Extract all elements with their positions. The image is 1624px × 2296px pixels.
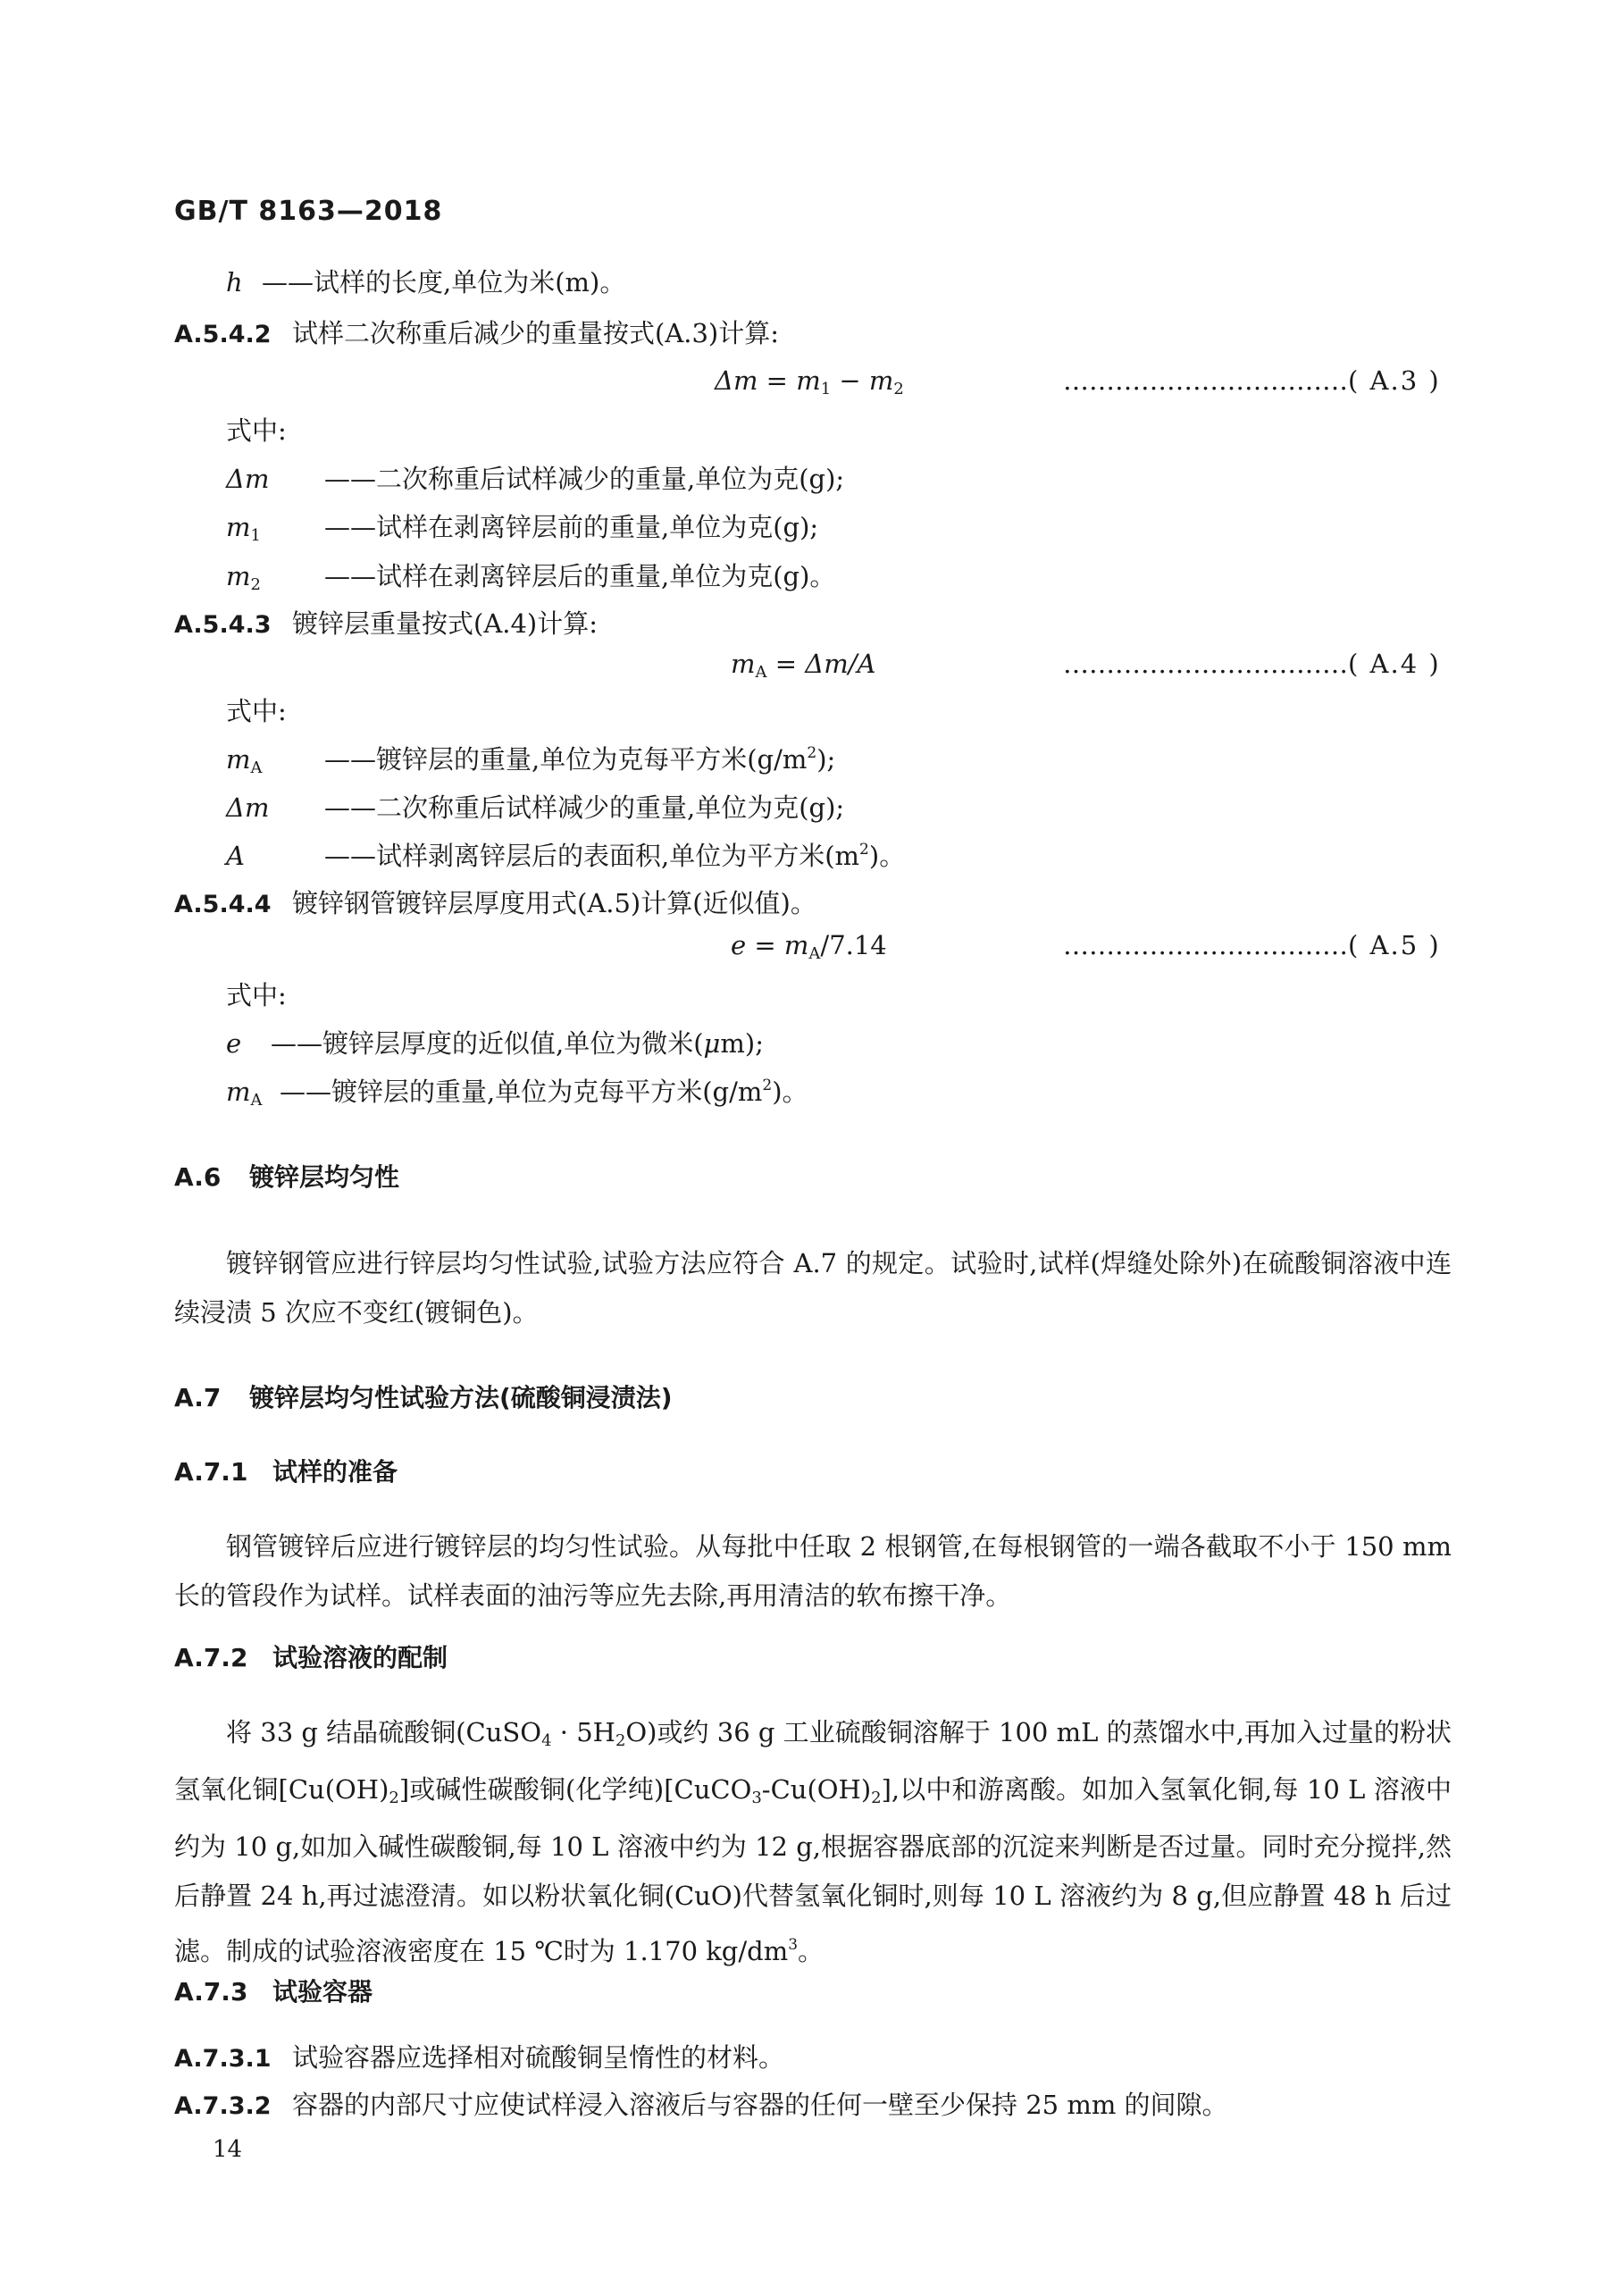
definition-e — [226, 1027, 764, 1060]
section-heading-a7-3 — [174, 1976, 373, 2007]
section-number: A.7.1 — [174, 1457, 248, 1487]
eq-a3-num: ( A.3 ) — [1348, 365, 1441, 396]
a7-2-part1: 将 33 g 结晶硫酸铜(CuSO — [226, 1717, 542, 1747]
eq-a3-m1-sub: 1 — [820, 380, 832, 398]
definition-ma-2 — [226, 1076, 808, 1111]
symbol-m2-base: m — [226, 561, 251, 591]
section-title: 镀锌层均匀性 — [249, 1162, 400, 1192]
definition-m2-text: ——试样在剥离锌层后的重量,单位为克(g)。 — [324, 561, 836, 591]
definition-delta-m-text: ——二次称重后试样减少的重量,单位为克(g); — [324, 792, 845, 823]
section-number: A.7 — [174, 1383, 222, 1412]
clause-number: A.5.4.3 — [174, 611, 272, 639]
where-label-1: 式中: — [226, 415, 287, 446]
eq-a4-leader: …………………………… — [1063, 649, 1348, 679]
definition-ma-sup: 2 — [762, 1077, 773, 1094]
a7-2-sub1: 4 — [541, 1731, 552, 1750]
a7-2-part7: 。 — [798, 1936, 825, 1966]
eq-a5-op: = — [746, 930, 784, 960]
clause-a5-4-2 — [174, 317, 779, 350]
eq-a4-rhs: Δm/A — [805, 649, 876, 679]
definition-ma — [226, 743, 835, 779]
symbol-ma-sub: A — [250, 1091, 263, 1110]
eq-a3-m2: m — [868, 365, 894, 396]
paragraph-a7-1: 钢管镀锌后应进行镀锌层的均匀性试验。从每批中任取 2 根钢管,在每根钢管的一端各截取不小于 150 mm 长的管段作为试样。试样表面的油污等应先去除,再用清洁的软布擦干净。 — [174, 1531, 1452, 1611]
eq-a4-num: ( A.4 ) — [1348, 649, 1441, 679]
section-heading-a7 — [174, 1382, 673, 1413]
symbol-delta-m: Δm — [226, 792, 270, 823]
symbol-a: A — [226, 841, 245, 871]
a7-2-part3: O)或约 36 g 工业硫酸铜溶解于 100 mL 的蒸馏水中,再加入过量的粉状氢氧化铜[Cu(OH) — [174, 1717, 1452, 1805]
definition-ma-text-b: )。 — [772, 1077, 808, 1107]
symbol-ma — [226, 743, 324, 779]
symbol-m1-sub: 1 — [250, 526, 261, 545]
a7-2-part6: ],以中和游离酸。如加入氢氧化铜,每 10 L 溶液中约为 10 g,如加入碱性碳酸铜,每 10 L 溶液中约为 12 g,根据容器底部的沉淀来判断是否过量。同时充分搅拌,然后静置 24 h,再过滤澄清。如以粉状氧化铜(CuO)代替氢氧化铜时,则每 10 L 溶液约为 8 g,但应静置 48 h 后过滤。制成的试验溶液密度在 15 ℃时为 1.170 kg/dm — [174, 1774, 1452, 1966]
symbol-ma-base: m — [226, 744, 251, 775]
definition-m1-text: ——试样在剥离锌层前的重量,单位为克(g); — [324, 512, 819, 542]
equation-a3-number — [1063, 365, 1441, 397]
clause-text: 镀锌层重量按式(A.4)计算: — [292, 608, 599, 639]
eq-a4-lhs-sub: A — [755, 663, 767, 682]
eq-a3-leader: …………………………… — [1063, 365, 1348, 396]
standard-code: GB/T 8163—2018 — [174, 196, 443, 227]
section-heading-a7-2 — [174, 1642, 448, 1673]
eq-a3-lhs: Δm — [715, 365, 758, 396]
clause-number: A.7.3.1 — [174, 2045, 272, 2073]
clause-number: A.5.4.4 — [174, 891, 272, 918]
a7-2-part2: · 5H — [551, 1717, 615, 1747]
equation-a5-number — [1063, 929, 1441, 961]
eq-a5-lhs: e — [731, 930, 747, 960]
eq-a5-m: m — [783, 930, 809, 960]
eq-a5-rhs-tail: /7.14 — [820, 930, 887, 960]
symbol-m1 — [226, 511, 324, 547]
section-title: 镀锌层均匀性试验方法(硫酸铜浸渍法) — [249, 1383, 673, 1412]
clause-a5-4-3 — [174, 608, 598, 641]
clause-number: A.7.3.2 — [174, 2092, 272, 2120]
eq-a3-op: = — [758, 365, 797, 396]
symbol-e: e — [226, 1028, 242, 1059]
definition-a-text-a: ——试样剥离锌层后的表面积,单位为平方米(m — [324, 841, 860, 871]
symbol-delta-m: Δm — [226, 464, 270, 494]
eq-a5-num: ( A.5 ) — [1348, 930, 1441, 960]
eq-a4-op: = — [766, 649, 806, 679]
definition-e-mu: μ — [703, 1028, 721, 1059]
symbol-ma — [226, 1076, 280, 1111]
eq-a3-m2-sub: 2 — [893, 380, 904, 398]
section-heading-a6 — [174, 1161, 399, 1193]
symbol-m1-base: m — [226, 512, 251, 542]
definition-m2 — [226, 560, 835, 596]
definition-ma-text-a: ——镀锌层的重量,单位为克每平方米(g/m — [280, 1077, 763, 1107]
section-title: 试样的准备 — [272, 1457, 398, 1487]
symbol-ma-base: m — [226, 1077, 251, 1107]
eq-a5-m-sub: A — [808, 944, 821, 963]
clause-number: A.5.4.2 — [174, 321, 272, 348]
symbol-m2-sub: 2 — [250, 575, 261, 594]
eq-a5-leader: …………………………… — [1063, 930, 1348, 960]
section-number: A.6 — [174, 1162, 222, 1192]
paragraph-a7-2 — [174, 1708, 1452, 1976]
definition-a-text-b: )。 — [868, 841, 906, 871]
definition-delta-m — [226, 463, 844, 495]
clause-text: 试验容器应选择相对硫酸铜呈惰性的材料。 — [292, 2042, 785, 2073]
clause-a5-4-4 — [174, 887, 816, 920]
clause-text: 镀锌钢管镀锌层厚度用式(A.5)计算(近似值)。 — [292, 888, 816, 918]
symbol-ma-sub: A — [250, 758, 263, 777]
eq-a3-m1: m — [796, 365, 821, 396]
page-number: 14 — [213, 2136, 243, 2163]
clause-a7-3-1 — [174, 2041, 784, 2074]
definition-delta-m-2 — [226, 792, 844, 824]
definition-a — [226, 840, 905, 872]
eq-a4-lhs: m — [731, 649, 756, 679]
eq-a3-minus: − — [831, 365, 869, 396]
a7-2-sub2: 2 — [615, 1731, 626, 1750]
symbol-m2 — [226, 560, 324, 596]
paragraph-a6: 镀锌钢管应进行锌层均匀性试验,试验方法应符合 A.7 的规定。试验时,试样(焊缝处除外)在硫酸铜溶液中连续浸渍 5 次应不变红(镀铜色)。 — [174, 1248, 1452, 1328]
clause-text: 容器的内部尺寸应使试样浸入溶液后与容器的任何一壁至少保持 25 mm 的间隙。 — [292, 2090, 1228, 2120]
definition-m1 — [226, 511, 818, 547]
definition-ma-text-a: ——镀锌层的重量,单位为克每平方米(g/m — [324, 744, 808, 775]
definition-h — [226, 266, 625, 298]
section-number: A.7.2 — [174, 1643, 248, 1672]
section-title: 试验溶液的配制 — [272, 1643, 448, 1672]
definition-h-text: ——试样的长度,单位为米(m)。 — [262, 267, 626, 297]
symbol-h: h — [226, 267, 243, 297]
equation-a4-number — [1063, 648, 1441, 680]
a7-2-sub4: 3 — [751, 1789, 762, 1807]
equation-a4 — [731, 648, 875, 683]
definition-a-sup: 2 — [859, 841, 869, 859]
clause-text: 试样二次称重后减少的重量按式(A.3)计算: — [292, 318, 780, 348]
a7-2-sub3: 2 — [389, 1789, 399, 1807]
definition-ma-sup: 2 — [807, 744, 817, 762]
equation-a3 — [715, 365, 904, 400]
definition-e-text-a: ——镀锌层厚度的近似值,单位为微米( — [271, 1028, 704, 1059]
definition-delta-m-text: ——二次称重后试样减少的重量,单位为克(g); — [324, 464, 845, 494]
equation-a5 — [731, 929, 887, 965]
a7-2-part4: ]或碱性碳酸铜(化学纯)[CuCO — [398, 1774, 752, 1805]
definition-e-text-b: m); — [720, 1028, 764, 1059]
a7-2-sub5: 2 — [871, 1789, 882, 1807]
clause-a7-3-2 — [174, 2089, 1228, 2122]
a7-2-part5: -Cu(OH) — [761, 1774, 872, 1805]
a7-2-sup6: 3 — [788, 1936, 799, 1954]
section-title: 试验容器 — [272, 1977, 373, 2007]
section-number: A.7.3 — [174, 1977, 248, 2007]
definition-ma-text-b: ); — [816, 744, 836, 775]
where-label-3: 式中: — [226, 980, 287, 1010]
where-label-2: 式中: — [226, 696, 287, 726]
section-heading-a7-1 — [174, 1456, 398, 1487]
